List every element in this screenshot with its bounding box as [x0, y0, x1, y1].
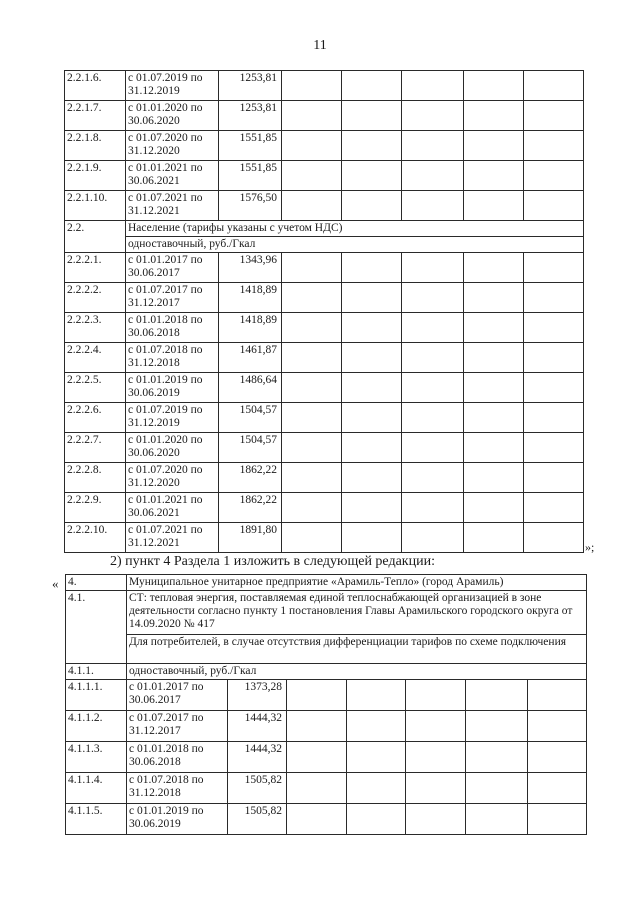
row-period: с 01.01.2018 по 30.06.2018 — [126, 313, 219, 343]
empty-cell — [528, 773, 587, 804]
consumers-row — [66, 635, 587, 664]
row-value: 1444,32 — [228, 711, 287, 742]
org-row — [66, 575, 587, 591]
empty-cell — [287, 680, 347, 711]
empty-cell — [464, 523, 524, 553]
empty-cell — [342, 433, 402, 463]
empty-cell — [464, 283, 524, 313]
row-value: 1862,22 — [219, 493, 282, 523]
empty-cell — [282, 283, 342, 313]
row-code: 2.2.2.3. — [65, 313, 126, 343]
row-value: 1253,81 — [219, 71, 282, 101]
row-period: с 01.07.2021 по 31.12.2021 — [126, 523, 219, 553]
empty-cell — [342, 463, 402, 493]
empty-cell — [347, 711, 406, 742]
empty-cell — [464, 253, 524, 283]
empty-cell — [464, 343, 524, 373]
row-code: 4.1.1.3. — [66, 742, 127, 773]
row-value: 1253,81 — [219, 101, 282, 131]
empty-cell — [282, 161, 342, 191]
row-code: 2.2.2.2. — [65, 283, 126, 313]
row-value: 1373,28 — [228, 680, 287, 711]
empty-cell — [464, 101, 524, 131]
empty-cell — [524, 191, 584, 221]
empty-cell — [528, 680, 587, 711]
empty-cell — [282, 433, 342, 463]
row-value: 1551,85 — [219, 161, 282, 191]
empty-cell — [282, 523, 342, 553]
empty-cell — [282, 463, 342, 493]
row-code: 2.2.2.7. — [65, 433, 126, 463]
tariff-row — [65, 373, 584, 403]
rate-text: одноставочный, руб./Гкал — [127, 664, 587, 680]
tariff-row — [65, 493, 584, 523]
empty-cell — [524, 131, 584, 161]
row-period: с 01.01.2017 по 30.06.2017 — [127, 680, 228, 711]
row-code: 2.2.2.9. — [65, 493, 126, 523]
row-period: с 01.07.2017 по 31.12.2017 — [126, 283, 219, 313]
empty-cell — [402, 161, 464, 191]
tariff-row — [65, 313, 584, 343]
empty-cell — [342, 493, 402, 523]
row-value: 1551,85 — [219, 131, 282, 161]
row-code: 2.2.2.8. — [65, 463, 126, 493]
consumers-text: Для потребителей, в случае отсутствия дифференциации тарифов по схеме подключения — [127, 635, 587, 664]
empty-cell — [524, 433, 584, 463]
row-value: 1862,22 — [219, 463, 282, 493]
tariff-row — [65, 283, 584, 313]
tariff-row — [65, 523, 584, 553]
empty-cell — [402, 191, 464, 221]
empty-cell — [402, 373, 464, 403]
tariff-row — [66, 742, 587, 773]
org-code: 4. — [66, 575, 127, 591]
empty-cell — [402, 463, 464, 493]
empty-cell — [464, 191, 524, 221]
empty-cell — [342, 101, 402, 131]
empty-cell — [464, 463, 524, 493]
empty-cell — [464, 373, 524, 403]
row-code: 2.2.1.8. — [65, 131, 126, 161]
empty-cell — [524, 463, 584, 493]
empty-cell — [524, 493, 584, 523]
row-code: 4.1.1.4. — [66, 773, 127, 804]
rate-code: 4.1.1. — [66, 664, 127, 680]
st-row — [66, 591, 587, 635]
empty-cell — [287, 742, 347, 773]
empty-cell — [402, 131, 464, 161]
empty-cell — [402, 433, 464, 463]
empty-cell — [342, 71, 402, 101]
empty-cell — [466, 804, 528, 835]
tariff-row — [65, 71, 584, 101]
empty-cell — [524, 101, 584, 131]
empty-cell — [524, 313, 584, 343]
row-period: с 01.07.2020 по 31.12.2020 — [126, 463, 219, 493]
empty-cell — [287, 711, 347, 742]
opening-quote: « — [52, 576, 59, 591]
empty-cell — [282, 71, 342, 101]
empty-cell — [406, 711, 466, 742]
empty-cell — [282, 403, 342, 433]
row-period: с 01.01.2019 по 30.06.2019 — [127, 804, 228, 835]
empty-cell — [524, 403, 584, 433]
row-period: с 01.01.2020 по 30.06.2020 — [126, 433, 219, 463]
row-value: 1504,57 — [219, 433, 282, 463]
empty-cell — [406, 773, 466, 804]
empty-cell — [524, 373, 584, 403]
empty-cell — [466, 711, 528, 742]
tariff-row — [66, 804, 587, 835]
row-code: 2.2.1.6. — [65, 71, 126, 101]
empty-cell — [347, 804, 406, 835]
empty-cell — [528, 804, 587, 835]
empty-cell — [402, 523, 464, 553]
closing-quote: »; — [585, 540, 595, 554]
empty-cell — [282, 101, 342, 131]
st-text: СТ: тепловая энергия, поставляемая единой теплоснабжающей организацией в зоне деятельности согласно пункту 1 постановления Главы Арамильского городского округа от 14.09.2020 № 417 — [127, 591, 587, 635]
empty-cell — [342, 373, 402, 403]
empty-cell — [342, 191, 402, 221]
empty-cell — [524, 253, 584, 283]
row-value: 1504,57 — [219, 403, 282, 433]
row-period: с 01.07.2021 по 31.12.2021 — [126, 191, 219, 221]
empty-cell — [402, 101, 464, 131]
row-value: 1505,82 — [228, 773, 287, 804]
row-period: с 01.07.2018 по 31.12.2018 — [126, 343, 219, 373]
tariff-row — [66, 711, 587, 742]
empty-cell — [464, 161, 524, 191]
empty-cell — [342, 283, 402, 313]
row-code: 2.2.2.1. — [65, 253, 126, 283]
empty-cell — [464, 403, 524, 433]
empty-cell — [287, 773, 347, 804]
empty-cell — [402, 403, 464, 433]
empty-cell — [464, 493, 524, 523]
row-value: 1576,50 — [219, 191, 282, 221]
section-code: 2.2. — [65, 221, 126, 253]
empty-cell — [342, 161, 402, 191]
row-period: с 01.07.2018 по 31.12.2018 — [127, 773, 228, 804]
tariff-row — [65, 253, 584, 283]
empty-cell — [528, 711, 587, 742]
empty-cell — [282, 343, 342, 373]
tariff-row — [65, 463, 584, 493]
row-code: 2.2.2.10. — [65, 523, 126, 553]
empty-cell — [524, 343, 584, 373]
empty-cell — [464, 131, 524, 161]
empty-cell — [342, 343, 402, 373]
row-period: с 01.01.2021 по 30.06.2021 — [126, 493, 219, 523]
empty-cell — [466, 773, 528, 804]
empty-cell — [342, 131, 402, 161]
row-code: 2.2.1.7. — [65, 101, 126, 131]
empty-cell — [466, 742, 528, 773]
row-value: 1505,82 — [228, 804, 287, 835]
empty-cell — [282, 131, 342, 161]
row-code: 2.2.1.9. — [65, 161, 126, 191]
empty-cell — [524, 283, 584, 313]
empty-cell — [402, 343, 464, 373]
empty-cell — [524, 161, 584, 191]
row-period: с 01.01.2020 по 30.06.2020 — [126, 101, 219, 131]
row-code: 2.2.2.6. — [65, 403, 126, 433]
empty-cell — [347, 680, 406, 711]
empty-cell — [342, 403, 402, 433]
org-name: Муниципальное унитарное предприятие «Арамиль-Тепло» (город Арамиль) — [127, 575, 587, 591]
empty-cell — [342, 313, 402, 343]
row-code: 4.1.1.1. — [66, 680, 127, 711]
tariff-row — [65, 433, 584, 463]
empty-cell — [464, 71, 524, 101]
row-value: 1343,96 — [219, 253, 282, 283]
row-period: с 01.01.2018 по 30.06.2018 — [127, 742, 228, 773]
row-code: 4.1.1.5. — [66, 804, 127, 835]
tariff-row — [65, 343, 584, 373]
empty-cell — [524, 523, 584, 553]
tariff-row — [65, 101, 584, 131]
row-value: 1486,64 — [219, 373, 282, 403]
tariff-row — [65, 403, 584, 433]
row-value: 1418,89 — [219, 313, 282, 343]
row-period: с 01.01.2019 по 30.06.2019 — [126, 373, 219, 403]
empty-cell — [282, 253, 342, 283]
empty-cell — [402, 71, 464, 101]
empty-cell — [402, 313, 464, 343]
page-number: 11 — [313, 38, 327, 53]
empty-cell — [524, 71, 584, 101]
section-title: Население (тарифы указаны с учетом НДС) — [126, 221, 584, 237]
empty-cell — [406, 680, 466, 711]
row-value: 1461,87 — [219, 343, 282, 373]
empty-cell — [406, 742, 466, 773]
instruction-text: 2) пункт 4 Раздела 1 изложить в следующей редакции: — [110, 554, 435, 569]
tariff-table-population — [64, 70, 584, 553]
empty-cell — [347, 742, 406, 773]
empty-cell — [402, 493, 464, 523]
row-code: 2.2.1.10. — [65, 191, 126, 221]
tariff-row — [66, 773, 587, 804]
empty-cell — [287, 804, 347, 835]
empty-cell — [342, 523, 402, 553]
empty-cell — [402, 253, 464, 283]
empty-cell — [406, 804, 466, 835]
row-value: 1418,89 — [219, 283, 282, 313]
rate-row — [66, 664, 587, 680]
empty-cell — [464, 313, 524, 343]
empty-cell — [528, 742, 587, 773]
row-value: 1891,80 — [219, 523, 282, 553]
row-period: с 01.07.2019 по 31.12.2019 — [126, 71, 219, 101]
empty-cell — [282, 191, 342, 221]
tariff-row — [65, 161, 584, 191]
row-code: 4.1.1.2. — [66, 711, 127, 742]
row-period: с 01.07.2020 по 31.12.2020 — [126, 131, 219, 161]
empty-cell — [282, 313, 342, 343]
section-subtitle: одноставочный, руб./Гкал — [126, 237, 584, 253]
empty-cell — [464, 433, 524, 463]
row-period: с 01.01.2021 по 30.06.2021 — [126, 161, 219, 191]
tariff-row — [65, 131, 584, 161]
empty-cell — [466, 680, 528, 711]
section-subtitle-row — [65, 237, 584, 253]
row-code: 2.2.2.5. — [65, 373, 126, 403]
row-code: 2.2.2.4. — [65, 343, 126, 373]
tariff-row — [65, 191, 584, 221]
empty-cell — [402, 283, 464, 313]
tariff-table-aramil-teplo — [65, 574, 587, 835]
row-period: с 01.01.2017 по 30.06.2017 — [126, 253, 219, 283]
section-row — [65, 221, 584, 237]
row-value: 1444,32 — [228, 742, 287, 773]
empty-cell — [347, 773, 406, 804]
row-period: с 01.07.2019 по 31.12.2019 — [126, 403, 219, 433]
empty-cell — [282, 493, 342, 523]
empty-cell — [282, 373, 342, 403]
row-period: с 01.07.2017 по 31.12.2017 — [127, 711, 228, 742]
st-code: 4.1. — [66, 591, 127, 664]
empty-cell — [342, 253, 402, 283]
tariff-row — [66, 680, 587, 711]
